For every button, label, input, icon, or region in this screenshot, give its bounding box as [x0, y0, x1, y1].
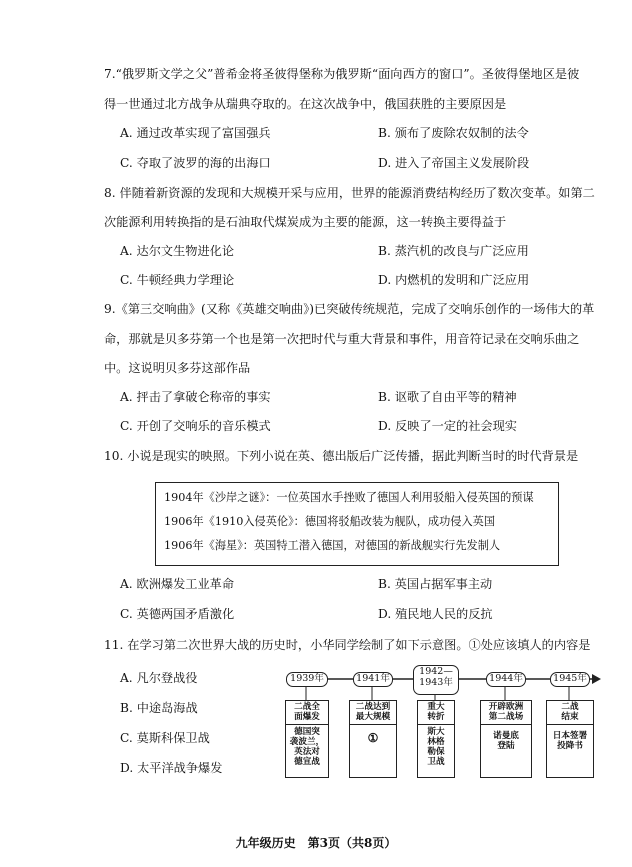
timeline-card-heading: 开辟欧洲 第二战场 — [481, 701, 531, 725]
q7-stem-line2: 得一世通过北方战争从瑞典夺取的。在这次战争中，俄国获胜的主要原因是 — [104, 97, 507, 111]
q9-stem-line1: 9.《第三交响曲》(又称《英雄交响曲》)已突破传统规范，完成了交响乐创作的一场伟大的革 — [104, 302, 595, 316]
timeline-year-1944: 1944年 — [486, 672, 526, 687]
q8-stem-line1: 8. 伴随着新资源的发现和大规模开采与应用，世界的能源消费结构经历了数次变革。如第二 — [104, 186, 595, 200]
timeline-card-heading: 二战全 面爆发 — [286, 701, 328, 725]
q10-option-c: C. 英德两国矛盾激化 — [120, 607, 235, 621]
timeline-card-1944 — [480, 700, 532, 778]
q7-stem-line1: 7.“俄罗斯文学之父”普希金将圣彼得堡称为俄罗斯“面向西方的窗口”。圣彼得堡地区是彼 — [104, 67, 580, 81]
timeline-card-heading: 二战 结束 — [547, 701, 593, 725]
q8-option-c: C. 牛顿经典力学理论 — [120, 273, 235, 287]
q7-option-c: C. 夺取了波罗的海的出海口 — [120, 156, 271, 170]
q8-stem-line2: 次能源利用转换指的是石油取代煤炭成为主要的能源，这一转换主要得益于 — [104, 215, 507, 229]
timeline-year-1941: 1941年 — [353, 672, 393, 687]
timeline-card-1942-1943 — [417, 700, 455, 778]
timeline-card-1939 — [285, 700, 329, 778]
q7-option-d: D. 进入了帝国主义发展阶段 — [378, 156, 530, 170]
q10-option-d: D. 殖民地人民的反抗 — [378, 607, 493, 621]
q11-option-c: C. 莫斯科保卫战 — [120, 731, 210, 745]
timeline-card-heading: 二战达到 最大规模 — [350, 701, 396, 725]
q11-option-a: A. 凡尔登战役 — [120, 671, 198, 685]
q10-option-b: B. 英国占据军事主动 — [378, 577, 493, 591]
q10-box-line2: 1906年《1910入侵英伦》：德国将驳船改装为舰队，成功侵入英国 — [164, 515, 496, 528]
q10-box-line3: 1906年《海星》：英国特工潜入德国，对德国的新战舰实行先发制人 — [164, 539, 501, 552]
q10-box-line1: 1904年《沙岸之谜》：一位英国水手挫败了德国人利用驳船入侵英国的预谋 — [164, 491, 534, 504]
q7-option-b: B. 颁布了废除农奴制的法令 — [378, 126, 529, 140]
q10-stem: 10. 小说是现实的映照。下列小说在英、德出版后广泛传播，据此判断当时的时代背景是 — [104, 449, 579, 463]
timeline-year-1939: 1939年 — [286, 672, 328, 687]
q7-option-a: A. 通过改革实现了富国强兵 — [120, 126, 271, 140]
q8-option-b: B. 蒸汽机的改良与广泛应用 — [378, 244, 529, 258]
timeline-card-blank-1: ① — [367, 731, 379, 745]
timeline-card-content: 日本签署 投降书 — [552, 731, 588, 751]
q9-stem-line2: 命，那就是贝多芬第一个也是第一次把时代与重大背景和事件，用音符记录在交响乐曲之 — [104, 332, 580, 346]
timeline-card-1941 — [349, 700, 397, 778]
timeline-card-content: 诺曼底 登陆 — [493, 731, 519, 751]
q9-option-a: A. 抨击了拿破仑称帝的事实 — [120, 390, 271, 404]
q10-option-a: A. 欧洲爆发工业革命 — [120, 577, 235, 591]
timeline-year-1942-1943: 1942— 1943年 — [413, 665, 459, 695]
q9-stem-line3: 中。这说明贝多芬这部作品 — [104, 361, 251, 375]
q8-option-d: D. 内燃机的发明和广泛应用 — [378, 273, 530, 287]
q9-option-c: C. 开创了交响乐的音乐模式 — [120, 419, 271, 433]
timeline-card-content: 斯大 林格 勒保 卫战 — [427, 727, 445, 767]
q11-stem: 11. 在学习第二次世界大战的历史时，小华同学绘制了如下示意图。①处应该填人的内容是 — [104, 638, 591, 652]
page-footer: 九年级历史 第3页（共8页） — [235, 836, 397, 850]
q11-option-d: D. 太平洋战争爆发 — [120, 761, 223, 775]
q8-option-a: A. 达尔文生物进化论 — [120, 244, 235, 258]
timeline-card-heading: 重大 转折 — [418, 701, 454, 725]
q9-option-b: B. 讴歌了自由平等的精神 — [378, 390, 517, 404]
q9-option-d: D. 反映了一定的社会现实 — [378, 419, 517, 433]
timeline-year-1945: 1945年 — [550, 672, 590, 687]
q11-option-b: B. 中途岛海战 — [120, 701, 198, 715]
timeline-card-1945 — [546, 700, 594, 778]
timeline-card-content: 德国突 袭波兰， 英法对 德宣战 — [289, 727, 325, 767]
